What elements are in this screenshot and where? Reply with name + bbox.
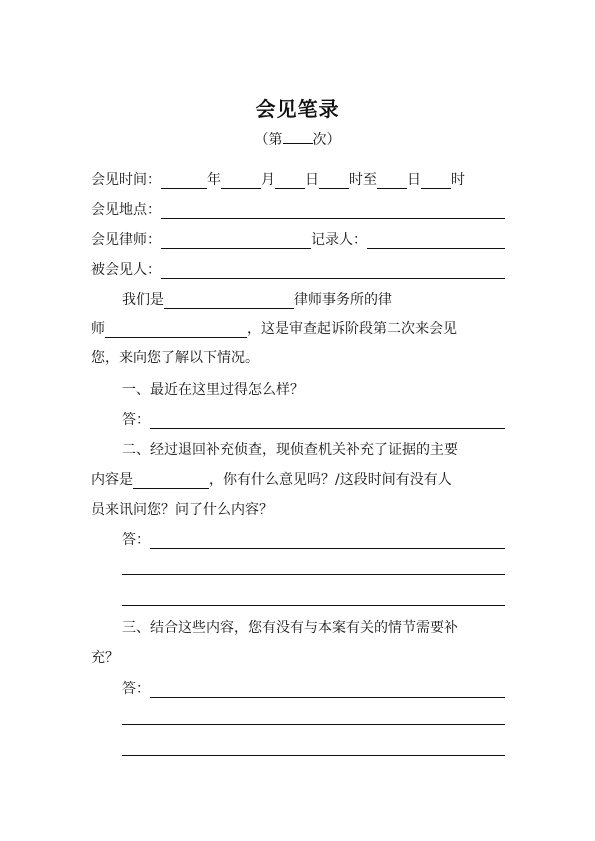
day-label: 日	[305, 172, 319, 188]
intro-line-2	[91, 320, 505, 338]
lawyer-recorder-row	[91, 231, 505, 249]
meeting-place-label: 会见地点：	[91, 202, 161, 218]
question-1	[122, 381, 505, 399]
intro-line-1	[122, 291, 505, 309]
answer-3-line-2[interactable]	[122, 724, 505, 725]
subtitle-prefix: （第	[254, 132, 283, 148]
question-2-text-3: 员来讯问您？问了什么内容？	[91, 502, 273, 518]
year-field[interactable]	[161, 173, 207, 189]
question-3-text-1: 三、结合这些内容，您有没有与本案有关的情节需要补	[122, 620, 458, 636]
answer-3-field[interactable]	[150, 682, 505, 698]
year-label: 年	[207, 172, 221, 188]
answer-2-line-2[interactable]	[122, 574, 505, 575]
answer-1-field[interactable]	[150, 413, 505, 429]
answer-2-line-3[interactable]	[122, 605, 505, 606]
intro-text-3: 师	[91, 321, 105, 337]
lawyer-field[interactable]	[161, 233, 311, 249]
answer-1-label: 答：	[122, 412, 150, 428]
answer-3-label: 答：	[122, 681, 150, 697]
meeting-place-row	[91, 201, 505, 219]
subtitle-suffix: 次）	[312, 132, 341, 148]
day-field[interactable]	[275, 173, 305, 189]
month-field[interactable]	[221, 173, 261, 189]
answer-2-field[interactable]	[150, 533, 505, 549]
question-2-line-2	[91, 471, 505, 489]
lawyer-label: 会见律师：	[91, 232, 161, 248]
interviewee-field[interactable]	[161, 263, 505, 279]
lawyer-name-field[interactable]	[105, 322, 247, 338]
interviewee-row	[91, 261, 505, 279]
month-label: 月	[261, 172, 275, 188]
interviewee-label: 被会见人：	[91, 262, 161, 278]
intro-text-1: 我们是	[122, 292, 164, 308]
document-title: 会见笔录	[255, 97, 340, 121]
question-2-text-2b: ，你有什么意见吗？/这段时间有没有人	[209, 472, 452, 488]
intro-line-3	[91, 349, 505, 367]
intro-text-2: 律师事务所的律	[294, 292, 392, 308]
recorder-field[interactable]	[367, 233, 505, 249]
intro-text-5: 您，来向您了解以下情况。	[91, 350, 259, 366]
end-hour-field[interactable]	[421, 173, 451, 189]
evidence-content-field[interactable]	[133, 473, 209, 489]
question-3-line-2	[91, 649, 505, 667]
answer-2-label: 答：	[122, 532, 150, 548]
question-1-text: 一、最近在这里过得怎么样？	[122, 382, 304, 398]
start-hour-field[interactable]	[319, 173, 349, 189]
question-3-line-1	[122, 619, 505, 637]
law-firm-field[interactable]	[164, 293, 294, 309]
session-number-field[interactable]	[283, 128, 313, 144]
end-day-field[interactable]	[377, 173, 407, 189]
meeting-time-label: 会见时间：	[91, 172, 161, 188]
recorder-label: 记录人：	[311, 232, 367, 248]
question-2-line-3	[91, 501, 505, 519]
intro-text-4: ，这是审查起诉阶段第二次来会见	[247, 321, 457, 337]
meeting-time-row	[91, 171, 505, 189]
answer-3-line-3[interactable]	[122, 755, 505, 756]
question-2-text-2a: 内容是	[91, 472, 133, 488]
question-2-text-1: 二、经过退回补充侦查，现侦查机关补充了证据的主要	[122, 442, 458, 458]
question-2-line-1	[122, 441, 505, 459]
answer-2-row	[122, 531, 505, 549]
answer-1-row	[122, 411, 505, 429]
meeting-place-field[interactable]	[161, 203, 505, 219]
session-number-line	[0, 128, 595, 149]
question-3-text-2: 充？	[91, 650, 119, 666]
end-day-label: 日	[407, 172, 421, 188]
answer-3-row	[122, 680, 505, 698]
hour-to-label: 时至	[349, 172, 377, 188]
end-hour-label: 时	[451, 172, 465, 188]
